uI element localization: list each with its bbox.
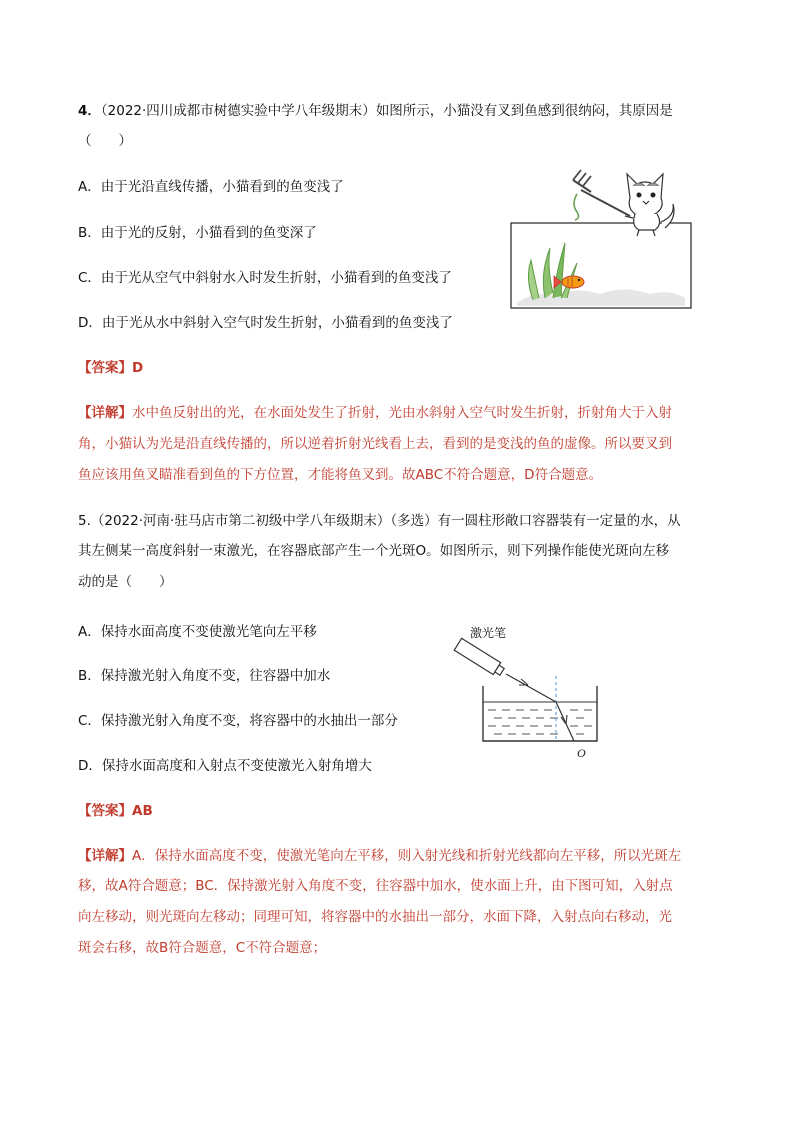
q5-detail-tag: 【详解】 — [78, 848, 132, 864]
q5-option-c: C．保持激光射入角度不变，将容器中的水抽出一部分 — [78, 713, 398, 729]
q4-stem: 如图所示，小猫没有叉到鱼感到很纳闷，其原因是 — [375, 103, 673, 119]
fork-handle — [581, 190, 630, 216]
q4-number: 4． — [78, 103, 101, 119]
laser-pen-icon — [454, 638, 506, 677]
q4-option-a: A．由于光沿直线传播，小猫看到的鱼变浅了 — [78, 179, 344, 195]
q4-answer-tag: 【答案】 — [78, 360, 132, 376]
point-o-label: O — [577, 746, 586, 760]
q5-option-d: D．保持水面高度和入射点不变使激光入射角增大 — [78, 758, 372, 774]
q4-detail-tag: 【详解】 — [78, 405, 132, 421]
q4-option-b: B．由于光的反射，小猫看到的鱼变深了 — [78, 225, 317, 241]
q4-source: （2022·四川成都市树德实验中学八年级期末） — [100, 103, 376, 119]
q5-stem-line-1: 5.（2022·河南·驻马店市第二初级中学八年级期末）（多选）有一圆柱形敞口容器装有一定量的水，从 — [78, 513, 681, 529]
q5-option-a: A．保持水面高度不变使激光笔向左平移 — [78, 624, 317, 640]
q4-answer-line — [78, 358, 143, 378]
container — [483, 686, 597, 741]
q4-detail-text-1: 水中鱼反射出的光，在水面处发生了折射，光由水斜射入空气时发生折射，折射角大于入射 — [132, 405, 672, 421]
q5-figure-laser-container — [450, 636, 610, 766]
q4-detail-line-2: 角，小猫认为光是沿直线传播的，所以逆着折射光线看上去，看到的是变浅的鱼的虚像。所以要叉到 — [78, 436, 672, 452]
q4-option-d: D．由于光从水中斜射入空气时发生折射，小猫看到的鱼变浅了 — [78, 315, 453, 331]
q5-option-b: B．保持激光射入角度不变，往容器中加水 — [78, 668, 331, 684]
q5-detail-line-3: 向左移动，则光斑向左移动；同理可知，将容器中的水抽出一部分，水面下降，入射点向右移动，光 — [78, 909, 672, 925]
q5-detail-line-2: 移，故A符合题意；BC．保持激光射入角度不变，往容器中加水，使水面上升，由下图可知，入射点 — [78, 878, 673, 894]
refracted-ray — [556, 702, 574, 741]
q4-detail-line-1 — [78, 403, 672, 423]
water-dashes — [488, 710, 592, 734]
q4-detail-line-3: 鱼应该用鱼叉瞄准看到鱼的下方位置，才能将鱼叉到。故ABC不符合题意，D符合题意。 — [78, 467, 603, 483]
q4-answer-value: D — [132, 360, 144, 376]
q5-answer-line — [78, 801, 153, 821]
q5-stem-line-2: 其左侧某一高度斜射一束激光，在容器底部产生一个光斑O。如图所示，则下列操作能使光斑向左移 — [78, 543, 670, 559]
q4-paren: （ ） — [78, 133, 132, 149]
q5-detail-line-1 — [78, 846, 681, 866]
q4-option-c: C．由于光从空气中斜射水入时发生折射，小猫看到的鱼变浅了 — [78, 270, 452, 286]
q4-stem-line-1 — [78, 101, 673, 121]
q5-answer-tag: 【答案】 — [78, 803, 132, 819]
q5-answer-value: AB — [132, 803, 153, 819]
incident-ray — [506, 674, 556, 702]
q5-stem-line-3: 动的是（ ） — [78, 574, 173, 590]
q5-detail-line-4: 斑会右移，故B符合题意，C不符合题意； — [78, 940, 327, 956]
q5-detail-text-1: A．保持水面高度不变，使激光笔向左平移，则入射光线和折射光线都向左平移，所以光斑左 — [132, 848, 682, 864]
q4-figure-cat-fish — [505, 168, 695, 313]
q5-figure-label: 激光笔 — [470, 626, 507, 640]
